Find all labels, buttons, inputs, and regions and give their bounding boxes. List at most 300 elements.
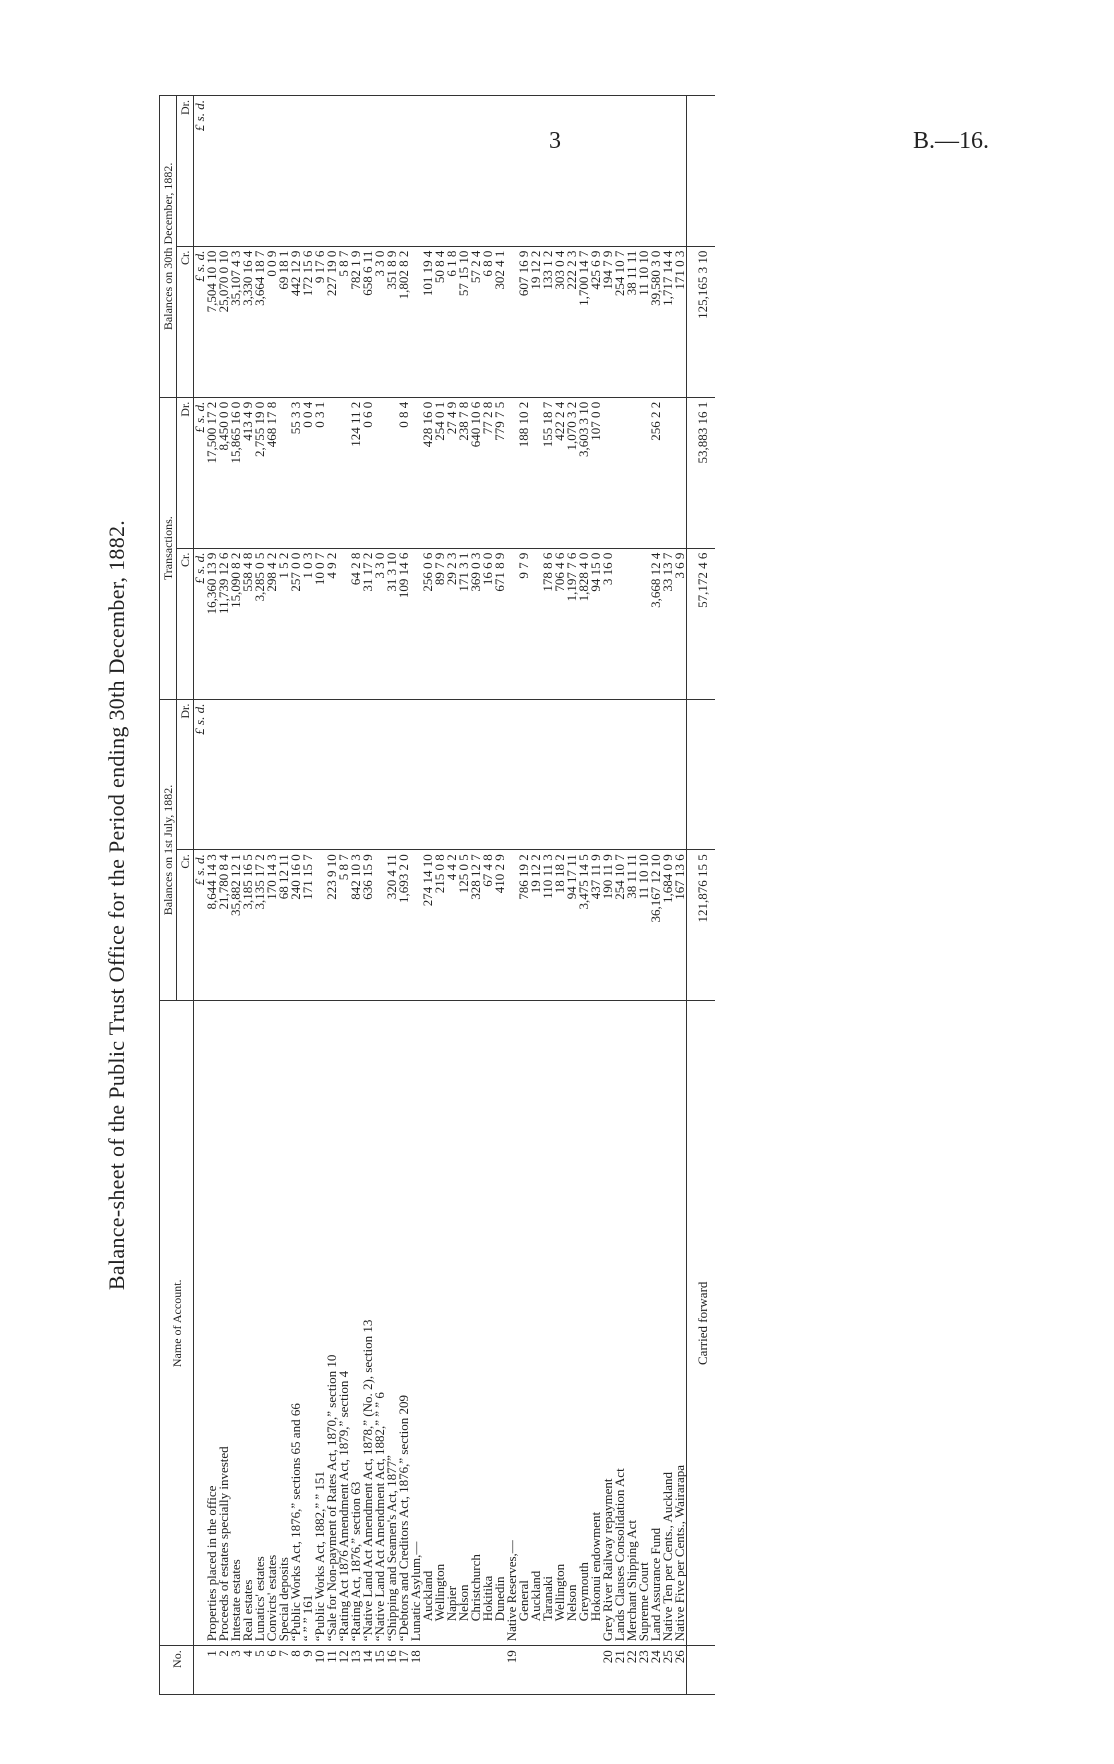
transactions-dr: 8,450 0 0 bbox=[218, 397, 230, 548]
opening-cr: 170 14 3 bbox=[266, 850, 278, 1001]
opening-cr: 1,693 2 0 bbox=[398, 850, 410, 1001]
account-name: “Debtors and Creditors Act, 1876,” section 209 bbox=[398, 1001, 410, 1646]
row-number bbox=[578, 1646, 590, 1695]
transactions-cr: 29 2 3 bbox=[446, 548, 458, 699]
transactions-dr bbox=[614, 397, 626, 548]
closing-dr bbox=[542, 96, 554, 247]
table-row bbox=[398, 96, 410, 1695]
account-name: Wellington bbox=[434, 1001, 446, 1646]
transactions-cr: 64 2 8 bbox=[350, 548, 362, 699]
opening-cr: 35,882 12 1 bbox=[230, 850, 242, 1001]
transactions-cr: 257 0 0 bbox=[290, 548, 302, 699]
opening-dr bbox=[602, 699, 614, 850]
opening-cr: 19 12 2 bbox=[530, 850, 542, 1001]
transactions-dr: 238 7 8 bbox=[458, 397, 470, 548]
account-name: Native Reserves,— bbox=[506, 1001, 518, 1646]
row-number: 20 bbox=[602, 1646, 614, 1695]
closing-cr: 0 0 9 bbox=[266, 246, 278, 397]
row-number: 23 bbox=[638, 1646, 650, 1695]
row-number bbox=[542, 1646, 554, 1695]
opening-cr: 320 4 11 bbox=[386, 850, 398, 1001]
account-name: General bbox=[518, 1001, 530, 1646]
account-name: Nelson bbox=[566, 1001, 578, 1646]
row-number: 10 bbox=[314, 1646, 326, 1695]
transactions-cr: 3,668 12 4 bbox=[650, 548, 662, 699]
transactions-cr: 3 3 0 bbox=[374, 548, 386, 699]
account-name: Wellington bbox=[554, 1001, 566, 1646]
opening-cr: 8,644 14 3 bbox=[206, 850, 218, 1001]
transactions-dr: 2,755 19 0 bbox=[254, 397, 266, 548]
account-name: “Rating Act, 1876,” section 63 bbox=[350, 1001, 362, 1646]
units-label: £ s. d. bbox=[194, 850, 207, 1001]
row-number: 9 bbox=[302, 1646, 314, 1695]
opening-cr: 842 10 3 bbox=[350, 850, 362, 1001]
row-number bbox=[530, 1646, 542, 1695]
opening-dr bbox=[506, 699, 518, 850]
opening-dr bbox=[374, 699, 386, 850]
opening-dr bbox=[638, 699, 650, 850]
account-name: Intestate estates bbox=[230, 1001, 242, 1646]
closing-cr: 782 1 9 bbox=[350, 246, 362, 397]
transactions-cr: 3 6 9 bbox=[674, 548, 687, 699]
closing-cr: 607 16 9 bbox=[518, 246, 530, 397]
account-name: “Rating Act 1876 Amendment Act, 1879,” section 4 bbox=[338, 1001, 350, 1646]
opening-dr bbox=[518, 699, 530, 850]
opening-cr: 215 0 8 bbox=[434, 850, 446, 1001]
transactions-dr bbox=[674, 397, 687, 548]
account-name: Properties placed in the office bbox=[206, 1001, 218, 1646]
transactions-cr: 706 4 6 bbox=[554, 548, 566, 699]
opening-dr bbox=[206, 699, 218, 850]
closing-cr: 1,717 14 4 bbox=[662, 246, 674, 397]
transactions-cr: 89 7 9 bbox=[434, 548, 446, 699]
opening-cr: 274 14 10 bbox=[422, 850, 434, 1001]
opening-dr bbox=[578, 699, 590, 850]
row-number: 22 bbox=[626, 1646, 638, 1695]
closing-dr bbox=[362, 96, 374, 247]
closing-cr: 50 8 4 bbox=[434, 246, 446, 397]
opening-cr: 3,135 17 2 bbox=[254, 850, 266, 1001]
transactions-dr: 254 0 1 bbox=[434, 397, 446, 548]
opening-cr: 94 17 11 bbox=[566, 850, 578, 1001]
table-row bbox=[434, 96, 446, 1695]
transactions-dr: 15,865 16 0 bbox=[230, 397, 242, 548]
opening-dr bbox=[290, 699, 302, 850]
opening-dr bbox=[254, 699, 266, 850]
closing-dr bbox=[242, 96, 254, 247]
opening-cr: 5 8 7 bbox=[338, 850, 350, 1001]
account-name: Lunatics' estates bbox=[254, 1001, 266, 1646]
closing-dr bbox=[518, 96, 530, 247]
table-row bbox=[470, 96, 482, 1695]
transactions-dr bbox=[626, 397, 638, 548]
transactions-dr: 256 2 2 bbox=[650, 397, 662, 548]
row-number bbox=[554, 1646, 566, 1695]
closing-dr bbox=[626, 96, 638, 247]
opening-dr bbox=[314, 699, 326, 850]
opening-cr: 223 9 10 bbox=[326, 850, 338, 1001]
transactions-cr: 4 9 2 bbox=[326, 548, 338, 699]
row-number: 14 bbox=[362, 1646, 374, 1695]
transactions-cr: 256 0 6 bbox=[422, 548, 434, 699]
row-number: 21 bbox=[614, 1646, 626, 1695]
opening-dr bbox=[338, 699, 350, 850]
units-label: £ s. d. bbox=[194, 96, 207, 247]
closing-dr bbox=[422, 96, 434, 247]
closing-cr: 7,504 10 10 bbox=[206, 246, 218, 397]
transactions-dr bbox=[374, 397, 386, 548]
header-cr: Cr. bbox=[177, 548, 194, 699]
closing-cr: 35,107 4 3 bbox=[230, 246, 242, 397]
account-name: “ ” ” 161 bbox=[302, 1001, 314, 1646]
row-number: 13 bbox=[350, 1646, 362, 1695]
account-name: “Public Works Act, 1882,” ” 151 bbox=[314, 1001, 326, 1646]
units-label: £ s. d. bbox=[194, 397, 207, 548]
table-row bbox=[446, 96, 458, 1695]
transactions-cr: 9 7 9 bbox=[518, 548, 530, 699]
closing-dr bbox=[230, 96, 242, 247]
opening-dr bbox=[554, 699, 566, 850]
closing-dr bbox=[206, 96, 218, 247]
row-number: 5 bbox=[254, 1646, 266, 1695]
account-name: Greymouth bbox=[578, 1001, 590, 1646]
account-name: Napier bbox=[446, 1001, 458, 1646]
account-name: Auckland bbox=[422, 1001, 434, 1646]
opening-dr bbox=[230, 699, 242, 850]
total-transactions-cr: 57,172 4 6 bbox=[687, 548, 716, 699]
opening-cr: 3,185 16 5 bbox=[242, 850, 254, 1001]
row-number: 2 bbox=[218, 1646, 230, 1695]
transactions-dr: 27 4 9 bbox=[446, 397, 458, 548]
header-no: No. bbox=[160, 1646, 194, 1695]
transactions-dr: 188 10 2 bbox=[518, 397, 530, 548]
transactions-cr: 3 16 0 bbox=[602, 548, 614, 699]
account-name: Dunedin bbox=[494, 1001, 506, 1646]
table-row bbox=[422, 96, 434, 1695]
row-number: 12 bbox=[338, 1646, 350, 1695]
account-name: Lunatic Asylum,— bbox=[410, 1001, 422, 1646]
row-number: 16 bbox=[386, 1646, 398, 1695]
rotated-balance-sheet bbox=[104, 95, 1004, 1715]
carried-forward-label: Carried forward bbox=[687, 1001, 716, 1646]
transactions-dr: 3,603 3 10 bbox=[578, 397, 590, 548]
closing-cr: 69 18 1 bbox=[278, 246, 290, 397]
closing-dr bbox=[590, 96, 602, 247]
closing-dr bbox=[278, 96, 290, 247]
closing-cr: 227 19 0 bbox=[326, 246, 338, 397]
opening-cr: 437 11 9 bbox=[590, 850, 602, 1001]
header-cr: Cr. bbox=[177, 850, 194, 1001]
transactions-cr: 15,090 8 2 bbox=[230, 548, 242, 699]
units-label: £ s. d. bbox=[194, 548, 207, 699]
transactions-cr: 109 14 6 bbox=[398, 548, 410, 699]
account-name: “Shipping and Seamen's Act, 1877” bbox=[386, 1001, 398, 1646]
closing-dr bbox=[494, 96, 506, 247]
closing-dr bbox=[578, 96, 590, 247]
row-number: 19 bbox=[506, 1646, 518, 1695]
closing-dr bbox=[254, 96, 266, 247]
transactions-cr: 1 0 3 bbox=[302, 548, 314, 699]
total-closing-dr bbox=[687, 96, 716, 247]
opening-cr: 240 16 0 bbox=[290, 850, 302, 1001]
transactions-dr: 640 10 6 bbox=[470, 397, 482, 548]
ledger-table bbox=[159, 95, 715, 1695]
closing-cr: 6 8 0 bbox=[482, 246, 494, 397]
closing-dr bbox=[314, 96, 326, 247]
opening-dr bbox=[326, 699, 338, 850]
opening-dr bbox=[674, 699, 687, 850]
closing-cr: 425 6 9 bbox=[590, 246, 602, 397]
closing-cr: 11 10 10 bbox=[638, 246, 650, 397]
account-name: “Native Land Act Amendment Act, 1878,” (No. 2), section 13 bbox=[362, 1001, 374, 1646]
row-number bbox=[482, 1646, 494, 1695]
row-number bbox=[566, 1646, 578, 1695]
transactions-cr: 1 5 2 bbox=[278, 548, 290, 699]
transactions-cr bbox=[614, 548, 626, 699]
carried-forward-row bbox=[687, 96, 716, 1695]
total-closing-cr: 125,165 3 10 bbox=[687, 246, 716, 397]
transactions-cr: 671 8 9 bbox=[494, 548, 506, 699]
row-number bbox=[458, 1646, 470, 1695]
closing-dr bbox=[338, 96, 350, 247]
total-transactions-dr: 53,883 16 1 bbox=[687, 397, 716, 548]
header-closing-balances: Balances on 30th December, 1882. bbox=[160, 96, 177, 398]
table-row bbox=[302, 96, 314, 1695]
transactions-dr: 107 0 0 bbox=[590, 397, 602, 548]
transactions-cr: 3,285 0 5 bbox=[254, 548, 266, 699]
row-number bbox=[518, 1646, 530, 1695]
closing-dr bbox=[506, 96, 518, 247]
transactions-dr: 0 0 4 bbox=[302, 397, 314, 548]
transactions-dr: 779 7 5 bbox=[494, 397, 506, 548]
closing-dr bbox=[554, 96, 566, 247]
closing-cr: 303 0 4 bbox=[554, 246, 566, 397]
opening-dr bbox=[242, 699, 254, 850]
transactions-dr: 0 6 0 bbox=[362, 397, 374, 548]
opening-dr bbox=[542, 699, 554, 850]
closing-dr bbox=[650, 96, 662, 247]
row-number: 1 bbox=[206, 1646, 218, 1695]
opening-cr: 4 4 2 bbox=[446, 850, 458, 1001]
opening-dr bbox=[398, 699, 410, 850]
closing-cr: 57 15 10 bbox=[458, 246, 470, 397]
opening-cr: 3,475 14 5 bbox=[578, 850, 590, 1001]
closing-cr: 39,580 3 0 bbox=[650, 246, 662, 397]
transactions-dr: 55 3 3 bbox=[290, 397, 302, 548]
closing-dr bbox=[530, 96, 542, 247]
opening-cr: 171 15 7 bbox=[302, 850, 314, 1001]
table-row bbox=[674, 96, 687, 1695]
opening-cr: 38 11 11 bbox=[626, 850, 638, 1001]
account-name: Supreme Court bbox=[638, 1001, 650, 1646]
closing-cr: 3,664 18 7 bbox=[254, 246, 266, 397]
closing-dr bbox=[326, 96, 338, 247]
transactions-cr: 558 4 8 bbox=[242, 548, 254, 699]
transactions-cr: 1,828 4 0 bbox=[578, 548, 590, 699]
closing-dr bbox=[602, 96, 614, 247]
transactions-dr: 124 11 2 bbox=[350, 397, 362, 548]
closing-dr bbox=[614, 96, 626, 247]
closing-cr: 19 12 2 bbox=[530, 246, 542, 397]
opening-cr: 167 13 6 bbox=[674, 850, 687, 1001]
transactions-cr: 94 15 0 bbox=[590, 548, 602, 699]
closing-dr bbox=[398, 96, 410, 247]
transactions-dr: 77 2 8 bbox=[482, 397, 494, 548]
closing-cr: 658 6 11 bbox=[362, 246, 374, 397]
closing-dr bbox=[446, 96, 458, 247]
closing-dr bbox=[674, 96, 687, 247]
closing-dr bbox=[458, 96, 470, 247]
account-name: Convicts' estates bbox=[266, 1001, 278, 1646]
table-row bbox=[482, 96, 494, 1695]
account-name: Christchurch bbox=[470, 1001, 482, 1646]
account-name: Grey River Railway repayment bbox=[602, 1001, 614, 1646]
closing-dr bbox=[302, 96, 314, 247]
closing-dr bbox=[290, 96, 302, 247]
account-name: Taranaki bbox=[542, 1001, 554, 1646]
transactions-cr bbox=[626, 548, 638, 699]
row-number: 18 bbox=[410, 1646, 422, 1695]
opening-dr bbox=[650, 699, 662, 850]
units-label: £ s. d. bbox=[194, 246, 207, 397]
opening-dr bbox=[446, 699, 458, 850]
closing-cr: 9 17 6 bbox=[314, 246, 326, 397]
transactions-cr: 10 0 7 bbox=[314, 548, 326, 699]
page-number: 3 bbox=[549, 128, 561, 154]
opening-cr: 11 10 10 bbox=[638, 850, 650, 1001]
opening-cr: 636 15 9 bbox=[362, 850, 374, 1001]
closing-cr: 57 2 4 bbox=[470, 246, 482, 397]
opening-dr bbox=[566, 699, 578, 850]
closing-dr bbox=[386, 96, 398, 247]
transactions-dr: 428 16 0 bbox=[422, 397, 434, 548]
closing-dr bbox=[638, 96, 650, 247]
account-name: Nelson bbox=[458, 1001, 470, 1646]
closing-cr: 101 19 4 bbox=[422, 246, 434, 397]
closing-dr bbox=[470, 96, 482, 247]
units-label: £ s. d. bbox=[194, 699, 207, 850]
document-reference: B.—16. bbox=[913, 128, 990, 154]
row-number bbox=[422, 1646, 434, 1695]
row-number: 6 bbox=[266, 1646, 278, 1695]
row-number: 7 bbox=[278, 1646, 290, 1695]
transactions-cr: 298 4 2 bbox=[266, 548, 278, 699]
account-name: Hokonui endowment bbox=[590, 1001, 602, 1646]
opening-cr: 125 0 5 bbox=[458, 850, 470, 1001]
row-number: 4 bbox=[242, 1646, 254, 1695]
row-number bbox=[446, 1646, 458, 1695]
opening-cr: 410 2 9 bbox=[494, 850, 506, 1001]
row-number: 26 bbox=[674, 1646, 687, 1695]
transactions-cr: 1,197 7 6 bbox=[566, 548, 578, 699]
transactions-dr: 0 8 4 bbox=[398, 397, 410, 548]
transactions-dr: 0 3 1 bbox=[314, 397, 326, 548]
opening-dr bbox=[278, 699, 290, 850]
opening-dr bbox=[662, 699, 674, 850]
closing-cr: 6 1 8 bbox=[446, 246, 458, 397]
row-number bbox=[434, 1646, 446, 1695]
opening-dr bbox=[530, 699, 542, 850]
closing-cr: 172 15 6 bbox=[302, 246, 314, 397]
opening-dr bbox=[482, 699, 494, 850]
account-name: Proceeds of estates specially invested bbox=[218, 1001, 230, 1646]
account-name: “Public Works Act, 1876,” sections 65 and 66 bbox=[290, 1001, 302, 1646]
opening-dr bbox=[434, 699, 446, 850]
transactions-cr: 33 13 7 bbox=[662, 548, 674, 699]
transactions-dr bbox=[662, 397, 674, 548]
opening-dr bbox=[626, 699, 638, 850]
account-name: Special deposits bbox=[278, 1001, 290, 1646]
header-dr: Dr. bbox=[177, 699, 194, 850]
closing-dr bbox=[350, 96, 362, 247]
transactions-cr: 31 3 10 bbox=[386, 548, 398, 699]
opening-cr: 68 12 11 bbox=[278, 850, 290, 1001]
transactions-cr: 178 8 6 bbox=[542, 548, 554, 699]
row-number: 8 bbox=[290, 1646, 302, 1695]
transactions-cr: 369 0 3 bbox=[470, 548, 482, 699]
account-name: “Sale for Non-payment of Rates Act, 1870,” section 10 bbox=[326, 1001, 338, 1646]
row-number bbox=[470, 1646, 482, 1695]
closing-cr: 38 11 11 bbox=[626, 246, 638, 397]
transactions-cr: 11,739 12 6 bbox=[218, 548, 230, 699]
closing-cr: 1,802 8 2 bbox=[398, 246, 410, 397]
opening-dr bbox=[218, 699, 230, 850]
closing-dr bbox=[434, 96, 446, 247]
account-name: Hokitika bbox=[482, 1001, 494, 1646]
closing-dr bbox=[662, 96, 674, 247]
opening-cr: 786 19 2 bbox=[518, 850, 530, 1001]
opening-dr bbox=[350, 699, 362, 850]
opening-cr: 1,684 0 9 bbox=[662, 850, 674, 1001]
opening-cr: 21,780 8 4 bbox=[218, 850, 230, 1001]
closing-cr: 302 4 1 bbox=[494, 246, 506, 397]
row-number: 15 bbox=[374, 1646, 386, 1695]
closing-dr bbox=[218, 96, 230, 247]
table-row bbox=[494, 96, 506, 1695]
closing-dr bbox=[374, 96, 386, 247]
account-name: “Native Land Act Amendment Act, 1882,” ” ” 6 bbox=[374, 1001, 386, 1646]
row-number: 25 bbox=[662, 1646, 674, 1695]
closing-cr: 254 10 7 bbox=[614, 246, 626, 397]
closing-cr: 222 2 3 bbox=[566, 246, 578, 397]
transactions-dr: 17,500 17 2 bbox=[206, 397, 218, 548]
header-transactions: Transactions. bbox=[160, 397, 177, 699]
header-opening-balances: Balances on 1st July, 1882. bbox=[160, 699, 177, 1001]
closing-cr: 3 3 0 bbox=[374, 246, 386, 397]
transactions-cr: 31 17 2 bbox=[362, 548, 374, 699]
opening-dr bbox=[422, 699, 434, 850]
transactions-dr: 413 4 9 bbox=[242, 397, 254, 548]
row-number: 3 bbox=[230, 1646, 242, 1695]
transactions-dr bbox=[602, 397, 614, 548]
closing-cr: 3,330 16 4 bbox=[242, 246, 254, 397]
closing-cr: 442 12 9 bbox=[290, 246, 302, 397]
header-dr: Dr. bbox=[177, 397, 194, 548]
opening-cr: 18 18 2 bbox=[554, 850, 566, 1001]
account-name: Native Ten per Cents., Auckland bbox=[662, 1001, 674, 1646]
account-name: Real estates bbox=[242, 1001, 254, 1646]
account-name: Auckland bbox=[530, 1001, 542, 1646]
header-cr: Cr. bbox=[177, 246, 194, 397]
opening-dr bbox=[614, 699, 626, 850]
transactions-dr: 468 17 8 bbox=[266, 397, 278, 548]
opening-cr: 110 11 3 bbox=[542, 850, 554, 1001]
table-row bbox=[518, 96, 530, 1695]
opening-cr: 36,167 12 10 bbox=[650, 850, 662, 1001]
opening-cr: 254 10 7 bbox=[614, 850, 626, 1001]
ledger-body bbox=[194, 96, 687, 1695]
account-name: Lands Clauses Consolidation Act bbox=[614, 1001, 626, 1646]
